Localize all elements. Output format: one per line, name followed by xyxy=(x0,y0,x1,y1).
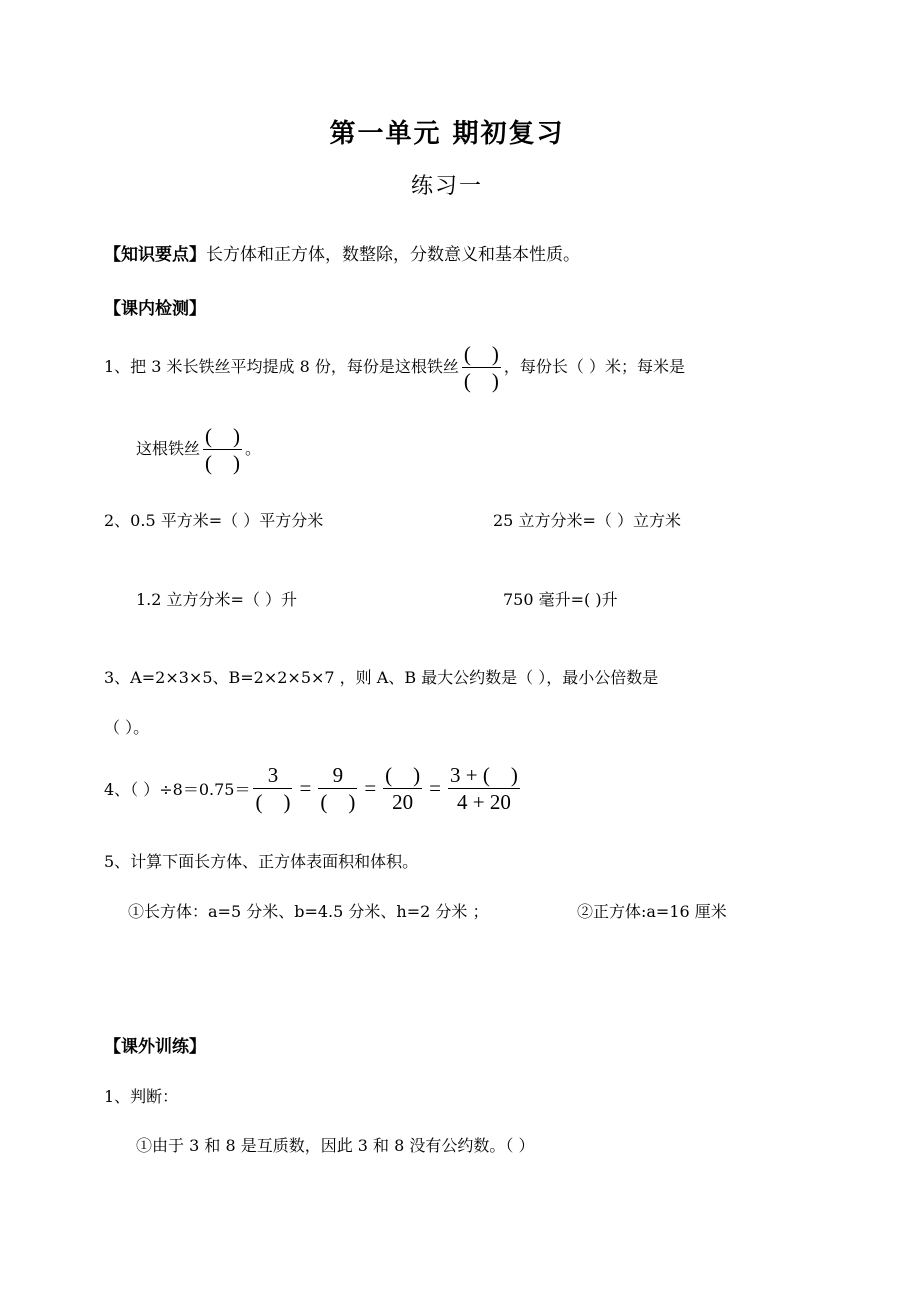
q4-fraction-3-denominator: 20 xyxy=(392,790,414,815)
q1-fraction-2 xyxy=(203,423,242,476)
equals-sign: = xyxy=(364,776,377,801)
knowledge-label: 【知识要点】 xyxy=(104,245,206,265)
q1-fraction-2-denominator: ( ) xyxy=(205,451,241,476)
q1-fraction-1 xyxy=(462,341,501,394)
q5-text: 5、计算下面长方体、正方体表面积和体积。 xyxy=(104,852,419,871)
page-title: 第一单元 期初复习 xyxy=(329,119,565,149)
q4-prefix: 4、（ ）÷8＝0.75＝ xyxy=(104,780,251,800)
q1-text-1: 1、把 3 米长铁丝平均提成 8 份，每份是这根铁丝 xyxy=(104,357,459,377)
judge-item-1: ①由于 3 和 8 是互质数，因此 3 和 8 没有公约数。（ ） xyxy=(136,1136,535,1155)
q4-fraction-3 xyxy=(383,762,422,815)
q4-fraction-3-numerator: ( ) xyxy=(385,763,421,787)
q4-fraction-2 xyxy=(318,762,357,815)
in-class-heading xyxy=(104,294,206,319)
q4-fraction-1-numerator: 3 xyxy=(267,763,279,787)
q1-text-3: 这根铁丝 xyxy=(136,439,201,459)
equals-sign: = xyxy=(299,776,312,801)
q1-text-2: ，每份长（ ）米；每米是 xyxy=(503,357,685,377)
q5-item-b: ②正方体:a=16 厘米 xyxy=(577,902,727,921)
out-class-heading-text: 【课外训练】 xyxy=(104,1037,206,1057)
question-1-line-1 xyxy=(104,341,685,394)
q4-fraction-4-numerator: 3 + ( ) xyxy=(450,763,518,787)
q2-item-c: 1.2 立方分米=（ ）升 xyxy=(136,590,298,609)
q3-line-1: 3、A=2×3×5、B=2×2×5×7 ，则 A、B 最大公约数是（ ），最小公倍数是 xyxy=(104,668,659,687)
q2-item-d: 750 毫升=( )升 xyxy=(503,590,618,609)
equals-sign: = xyxy=(429,776,442,801)
q4-fraction-2-numerator: 9 xyxy=(332,763,344,787)
q1-fraction-1-denominator: ( ) xyxy=(463,369,499,394)
q3-line-2: （ ）。 xyxy=(104,718,150,737)
out-class-heading xyxy=(104,1032,206,1057)
judge-title: 1、判断： xyxy=(104,1087,179,1106)
q4-equation xyxy=(104,762,523,815)
q1-text-4: 。 xyxy=(245,439,262,459)
q1-fraction-1-numerator: ( ) xyxy=(463,342,499,366)
q4-fraction-1-denominator: ( ) xyxy=(255,790,291,815)
q5-item-a: ①长方体：a=5 分米、b=4.5 分米、h=2 分米 ； xyxy=(128,902,489,921)
q2-item-a: 2、0.5 平方米=（ ）平方分米 xyxy=(104,511,324,530)
in-class-heading-text: 【课内检测】 xyxy=(104,299,206,319)
q4-fraction-4 xyxy=(448,762,520,815)
q4-fraction-1 xyxy=(253,762,292,815)
exercise-subtitle: 练习一 xyxy=(410,174,483,199)
knowledge-text: 长方体和正方体，数整除，分数意义和基本性质。 xyxy=(206,245,580,265)
q1-fraction-2-numerator: ( ) xyxy=(205,424,241,448)
q2-item-b: 25 立方分米=（ ）立方米 xyxy=(493,511,681,530)
knowledge-points xyxy=(104,240,580,265)
q4-fraction-2-denominator: ( ) xyxy=(320,790,356,815)
question-1-line-2 xyxy=(136,423,261,476)
q4-fraction-4-denominator: 4 + 20 xyxy=(457,790,511,815)
